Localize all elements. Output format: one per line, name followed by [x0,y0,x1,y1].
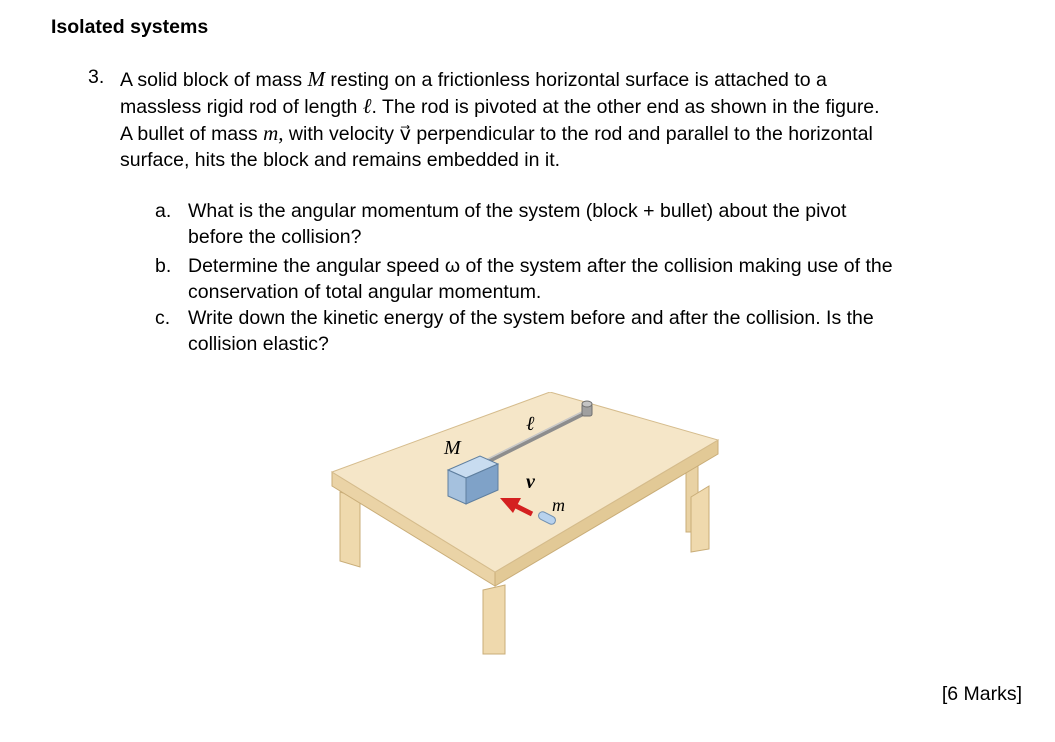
table-leg-right [691,486,709,552]
label-bullet-mass: m [552,495,565,515]
table-leg-front-left [340,492,360,567]
label-velocity: v⃗ [526,471,551,493]
sub-question-text: What is the angular momentum of the system (block + bullet) about the pivot before the collision? [188,200,847,248]
marks-label: [6 Marks] [941,683,1022,705]
sub-question-text: Determine the angular speed ω of the system after the collision making use of the conservation of total angular momentum. [188,255,893,303]
question-number: 3. [88,66,105,88]
pivot [582,401,592,416]
sub-question-label: c. [155,307,171,329]
physics-figure [320,392,720,657]
sub-question-label: b. [155,255,172,277]
question-line: A solid block of mass M resting on a frictionless horizontal surface is attached to a [120,67,827,91]
question-line: A bullet of mass m, with velocity v⃗ perpendicular to the rod and parallel to the horizontal [120,121,873,145]
label-rod-length: ℓ [526,413,535,435]
label-block-mass: M [444,437,461,459]
sub-question-label: a. [155,200,172,222]
question-line: massless rigid rod of length ℓ. The rod is pivoted at the other end as shown in the figure. [120,94,880,118]
sub-question-text: Write down the kinetic energy of the system before and after the collision. Is the collision elastic? [188,307,874,355]
question-line: surface, hits the block and remains embedded in it. [120,149,561,171]
question-text [120,66,1035,173]
table-leg-front-middle [483,585,505,654]
section-heading: Isolated systems [51,16,209,38]
